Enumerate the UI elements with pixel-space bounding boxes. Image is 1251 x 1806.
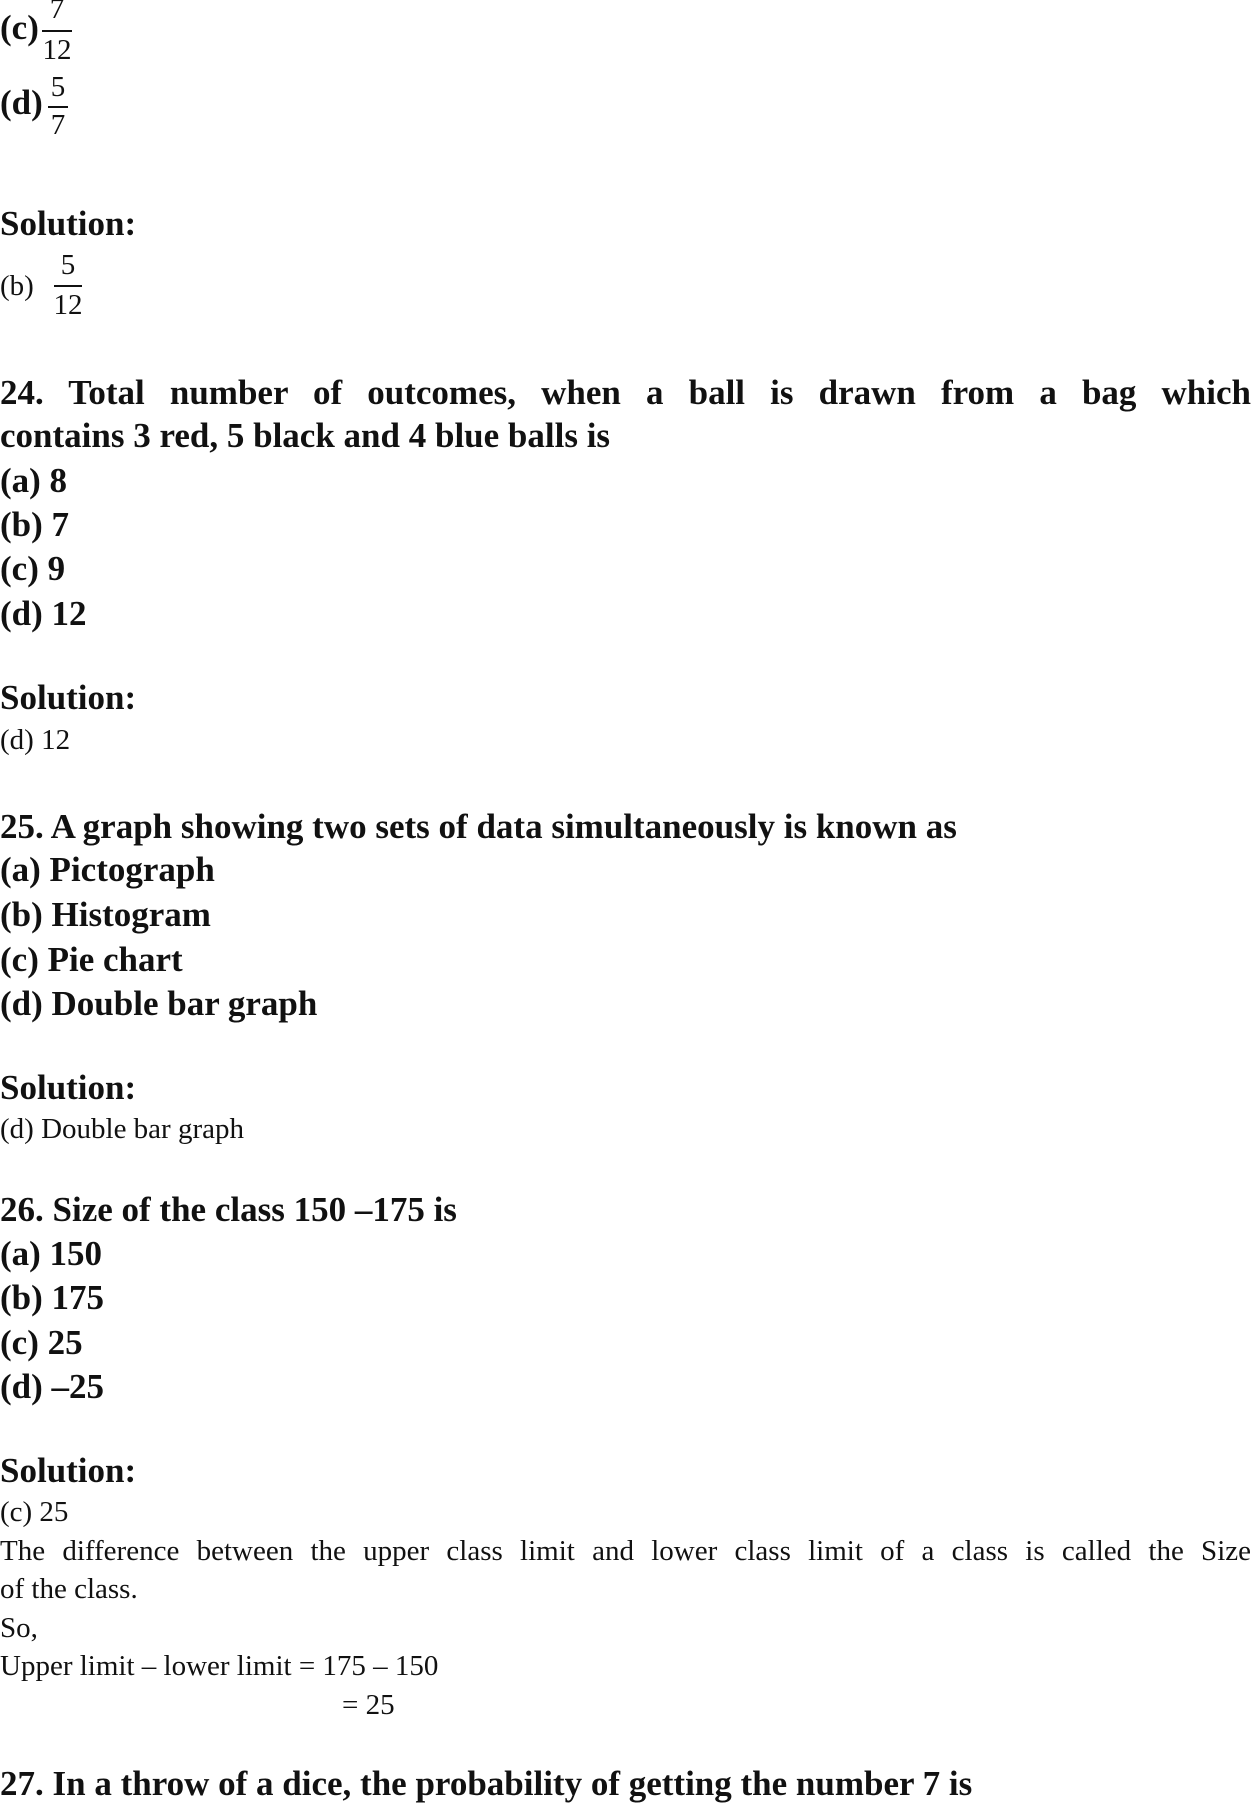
numerator: 7 — [49, 0, 65, 25]
option-a: (a) 8 — [0, 461, 68, 500]
question-27: 27. In a throw of a dice, the probability of getting the number 7 is — [0, 1764, 973, 1803]
solution-answer: (d) Double bar graph — [0, 1113, 244, 1145]
so-text: So, — [0, 1612, 38, 1644]
denominator: 12 — [53, 289, 83, 321]
option-c: (c) Pie chart — [0, 940, 183, 979]
fraction — [44, 71, 72, 141]
option-b: (b) Histogram — [0, 895, 211, 934]
option-c: (c) 25 — [0, 1323, 83, 1362]
option-d: (d) 12 — [0, 594, 87, 633]
option-a: (a) 150 — [0, 1234, 103, 1273]
fraction-bar — [54, 285, 82, 287]
solution-heading: Solution: — [0, 1451, 137, 1490]
option-label: (d) — [0, 83, 43, 122]
option-b: (b) 175 — [0, 1278, 105, 1317]
option-a: (a) Pictograph — [0, 850, 215, 889]
solution-heading: Solution: — [0, 1068, 137, 1107]
option-d: (d) –25 — [0, 1367, 105, 1406]
numerator: 5 — [60, 249, 76, 281]
explanation-line1: The difference between the upper class limit and lower class limit of a class is called the Size — [0, 1535, 1251, 1567]
solution-heading: Solution: — [0, 678, 137, 717]
option-label: (c) — [0, 8, 39, 47]
fraction — [50, 250, 86, 320]
fraction — [40, 0, 74, 64]
solution-answer: (c) 25 — [0, 1496, 69, 1528]
option-b: (b) 7 — [0, 505, 70, 544]
question-24-line1: 24. Total number of outcomes, when a ball is drawn from a bag which — [0, 373, 1251, 412]
denominator: 12 — [42, 34, 72, 66]
option-c: (c) 9 — [0, 549, 66, 588]
calculation-line1: Upper limit – lower limit = 175 – 150 — [0, 1650, 439, 1682]
question-26: 26. Size of the class 150 –175 is — [0, 1190, 457, 1229]
denominator: 7 — [50, 109, 66, 141]
fraction-bar — [42, 30, 72, 32]
numerator: 5 — [50, 71, 66, 103]
fraction-bar — [48, 106, 68, 108]
question-24-line2: contains 3 red, 5 black and 4 blue balls is — [0, 416, 611, 455]
option-d: (d) Double bar graph — [0, 984, 318, 1023]
solution-answer: (d) 12 — [0, 724, 71, 756]
answer-label: (b) — [0, 270, 34, 302]
explanation-line2: of the class. — [0, 1573, 138, 1605]
solution-heading: Solution: — [0, 204, 137, 243]
question-25: 25. A graph showing two sets of data simultaneously is known as — [0, 807, 957, 846]
calculation-line2: = 25 — [342, 1689, 395, 1721]
